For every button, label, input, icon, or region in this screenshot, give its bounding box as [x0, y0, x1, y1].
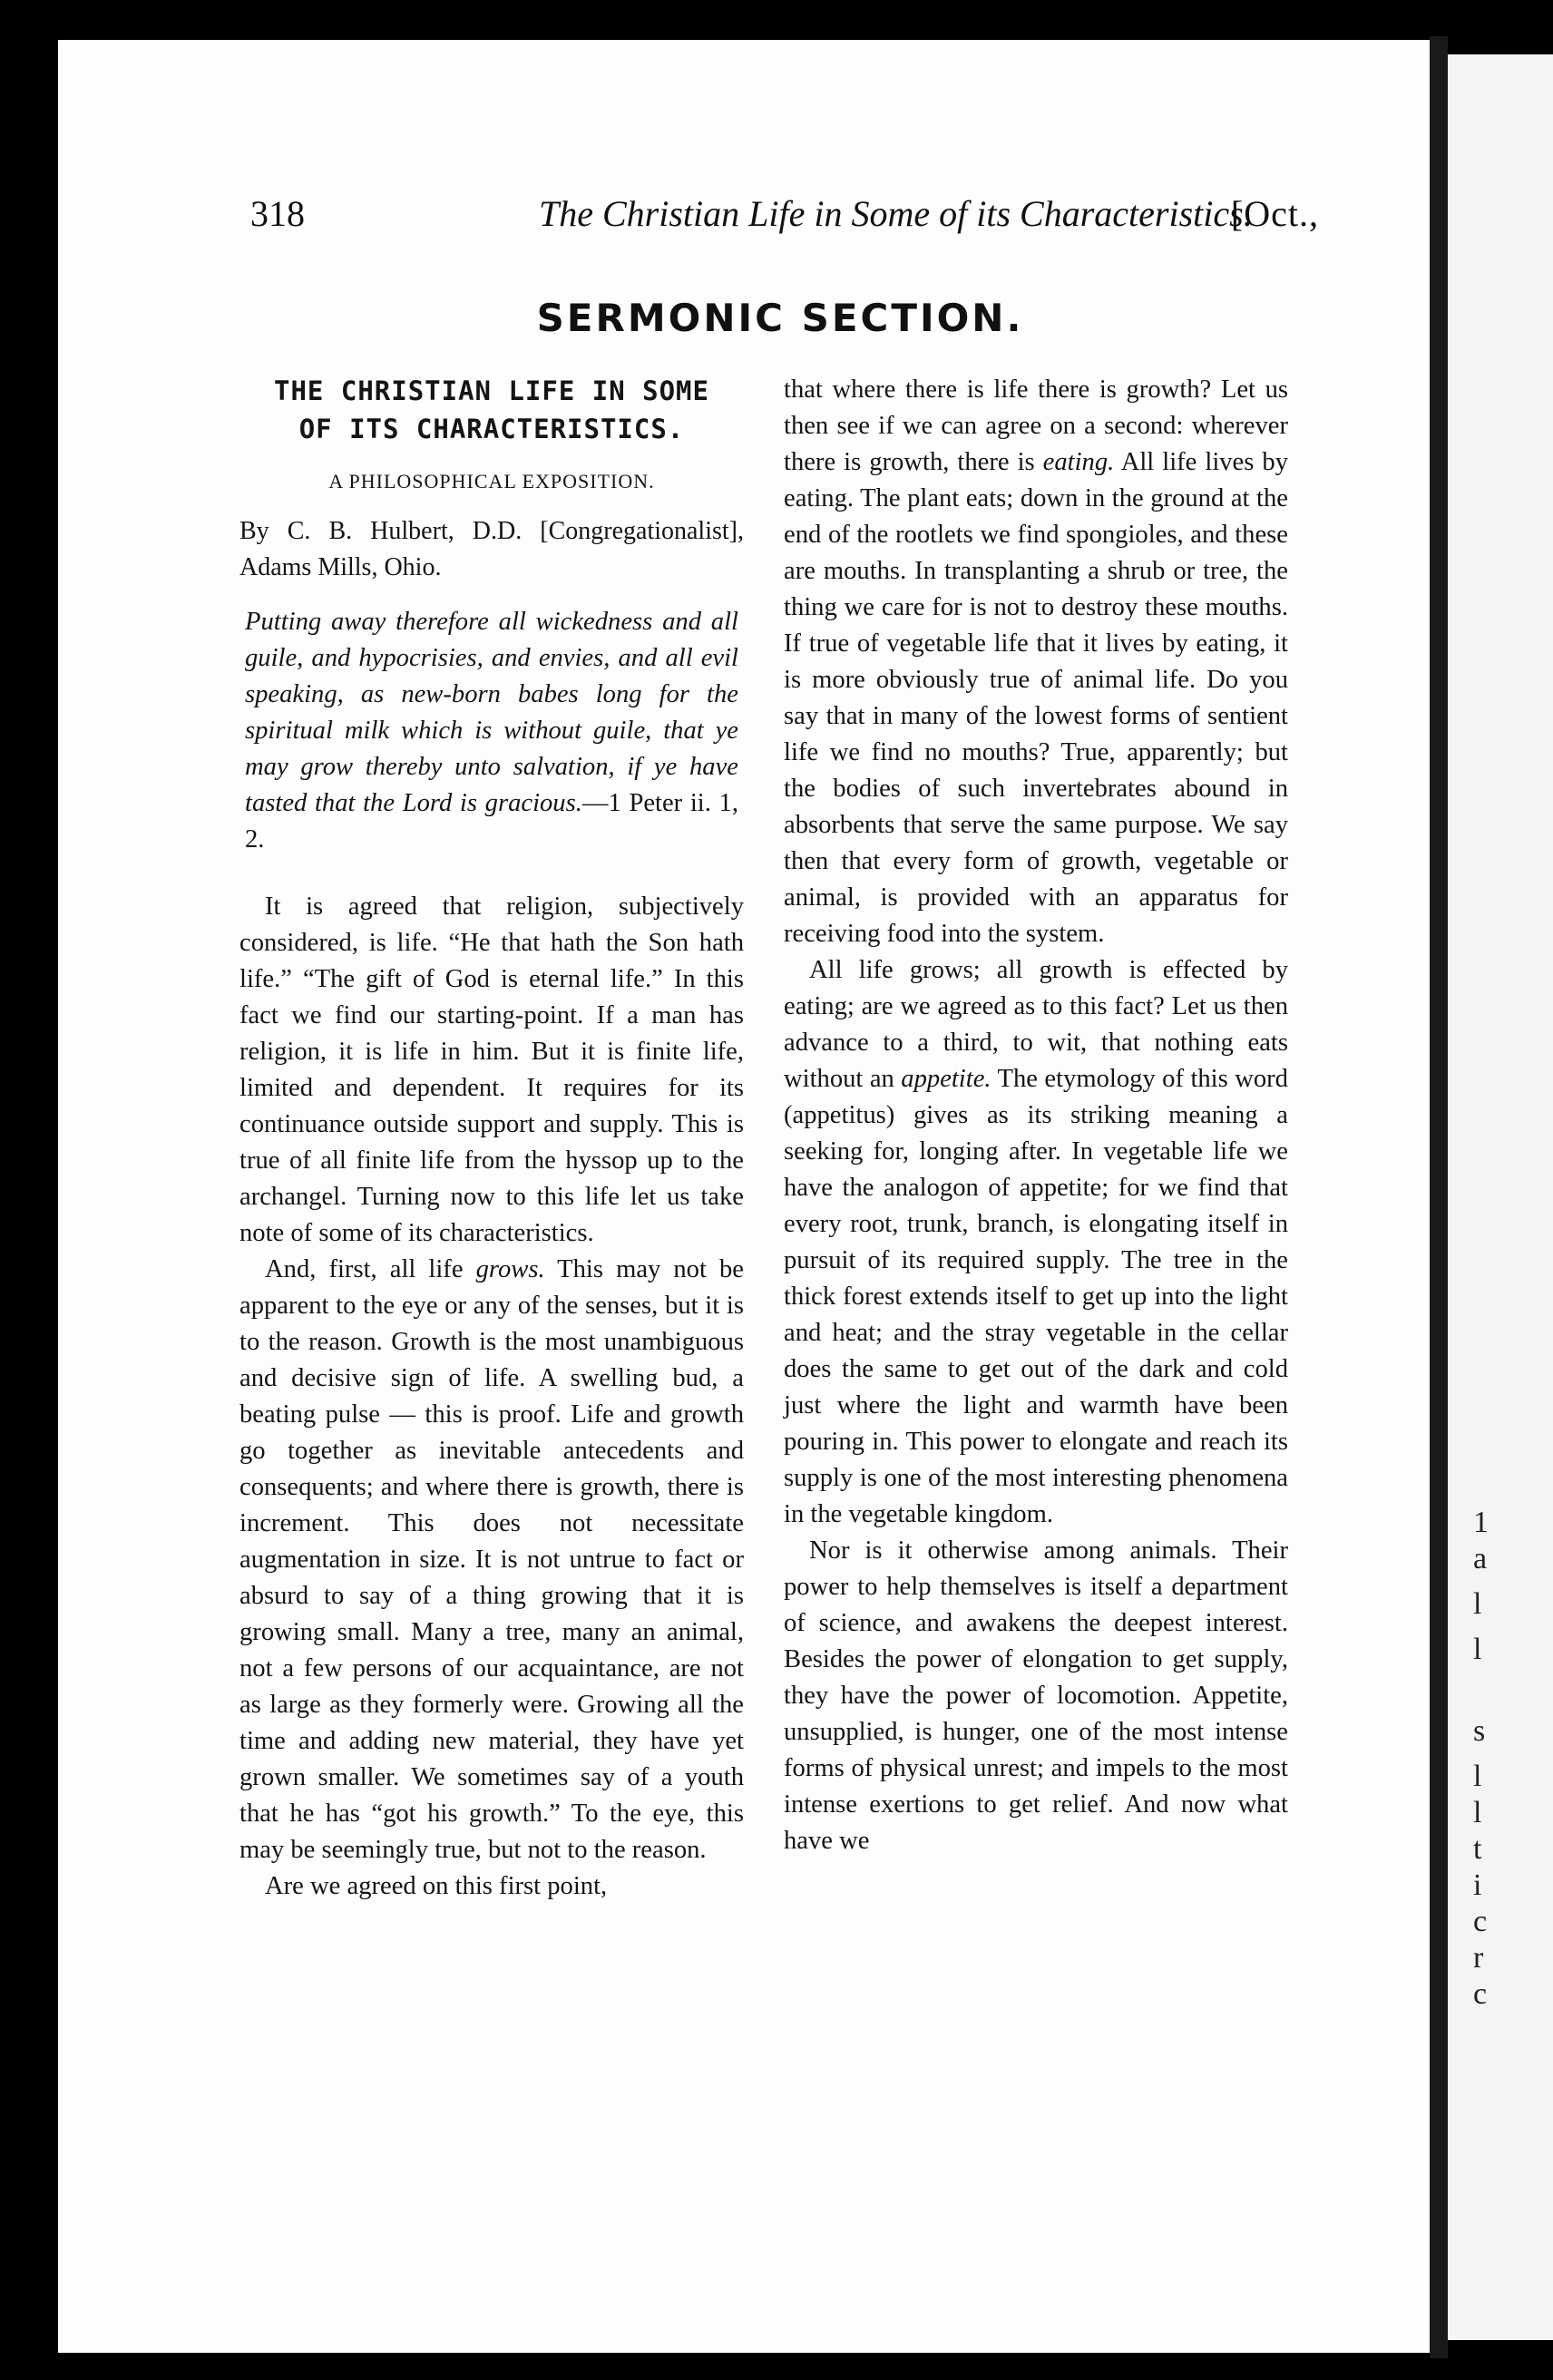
emphasis: eating. [1042, 448, 1115, 476]
paragraph-text: All life grows; all growth is effected by eating; are we agreed as to this fact? Let us then advance to a third, to wit, that nothing eats without an [784, 956, 1288, 1093]
fragment-char: s [1473, 1714, 1486, 1748]
running-header [194, 192, 1319, 247]
fragment-char: l [1473, 1587, 1482, 1621]
fragment-char: l [1473, 1760, 1482, 1793]
left-column [239, 372, 744, 1905]
section-title: SERMONIC SECTION. [536, 296, 1024, 340]
paragraph: It is agreed that religion, subjectively considered, is life. “He that hath the Son hath life.” “The gift of God is eternal life.” In this fact we find our starting-point. If a man has religion, it is life in him. But it is finite life, limited and dependent. It requires for its continuance outside support and supply. This is true of all finite life from the hyssop up to the archangel. Turning now to this life let us take note of some of its characteristics. [239, 892, 744, 1247]
paragraph [784, 952, 1288, 1533]
page-number: 318 [250, 193, 305, 234]
paragraph-text: This may not be apparent to the eye or any of the senses, but it is to the reason. Growth is the most unambiguous and decisive sign of life. A swelling bud, a beating pulse — this is proof. Life and growth go together as inevitable antecedents and consequents; and where there is growth, there is increment. This does not necessitate augmentation in size. It is not untrue to fact or absurd to say of a thing growing that it is growing small. Many a tree, many an animal, not a few persons of our acquaintance, are not as large as they formerly were. Growing all the time and adding new material, they have yet grown smaller. We sometimes say of a youth that he has “got his growth.” To the eye, this may be seemingly true, but not to the reason. [239, 1255, 744, 1864]
adjacent-page-edge [1448, 54, 1553, 2340]
article-title-line-1: THE CHRISTIAN LIFE IN SOME [274, 376, 709, 406]
author-byline: By C. B. Hulbert, D.D. [Congregationalist], Adams Mills, Ohio. [239, 517, 744, 581]
paragraph [784, 372, 1288, 952]
epigraph-text: Putting away therefore all wickedness and all guile, and hypocrisies, and envies, and all evil speaking, as new-born babes long for the spiritual milk which is without guile, that ye may grow thereby unto salvation, if ye have tasted that the Lord is gracious. [245, 608, 738, 817]
fragment-char: l [1473, 1633, 1482, 1666]
epigraph-reference: —1 Peter ii. 1, 2. [245, 789, 738, 853]
fragment-char: c [1473, 1977, 1488, 2011]
article-title-line-2: OF ITS CHARACTERISTICS. [298, 414, 685, 444]
fragment-char: a [1473, 1542, 1488, 1575]
book-gutter [1430, 36, 1448, 2358]
paragraph-text: The etymology of this word (appetitus) gives as its striking meaning a seeking for, longing after. In vegetable life we have the analogon of appetite; for we find that every root, trunk, branch, is elongating itself in pursuit of its required supply. The tree in the thick forest extends itself to get up into the light and heat; and the stray vegetable in the cellar does the same to get out of the dark and cold just where the light and warmth have been pouring in. This power to elongate and reach its supply is one of the most interesting phenomena in the vegetable kingdom. [784, 1065, 1288, 1528]
article-subtitle: A PHILOSOPHICAL EXPOSITION. [328, 470, 655, 493]
right-column [784, 372, 1288, 1859]
paragraph [239, 1252, 744, 1868]
paragraph-text: that where there is life there is growth? Let us then see if we can agree on a second: wherever there is growth, there is [784, 376, 1288, 476]
fragment-char: t [1473, 1832, 1482, 1866]
fragment-char: i [1473, 1868, 1482, 1902]
running-title: The Christian Life in Some of its Characteristics. [539, 193, 1253, 234]
issue-month: [Oct., [1230, 193, 1319, 234]
emphasis: grows. [475, 1255, 545, 1283]
paragraph-text: And, first, all life [265, 1255, 476, 1283]
fragment-char: r [1473, 1941, 1484, 1975]
emphasis: appetite. [901, 1065, 991, 1093]
paragraph-text: All life lives by eating. The plant eats; down in the ground at the end of the rootlets we find spongioles, and these are mouths. In transplanting a shrub or tree, the thing we care for is not to destroy these mouths. If true of vegetable life that it lives by eating, it is more obviously true of animal life. Do you say that in many of the lowest forms of sentient life we find no mouths? True, apparently; but the bodies of such invertebrates abound in absorbents that serve the same purpose. We say then that every form of growth, vegetable or animal, is provided with an apparatus for receiving food into the system. [784, 448, 1288, 948]
fragment-char: l [1473, 1796, 1482, 1829]
paragraph: Nor is it otherwise among animals. Their power to help themselves is itself a department of science, and awakens the deepest interest. Besides the power of elongation to get supply, they have the power of locomotion. Appetite, unsupplied, is hunger, one of the most intense forms of physical unrest; and impels to the most intense exertions to get relief. And now what have we [784, 1536, 1288, 1855]
fragment-char: c [1473, 1905, 1488, 1938]
paragraph: Are we agreed on this first point, [265, 1872, 608, 1900]
fragment-char: 1 [1473, 1506, 1489, 1539]
epigraph [245, 604, 738, 858]
